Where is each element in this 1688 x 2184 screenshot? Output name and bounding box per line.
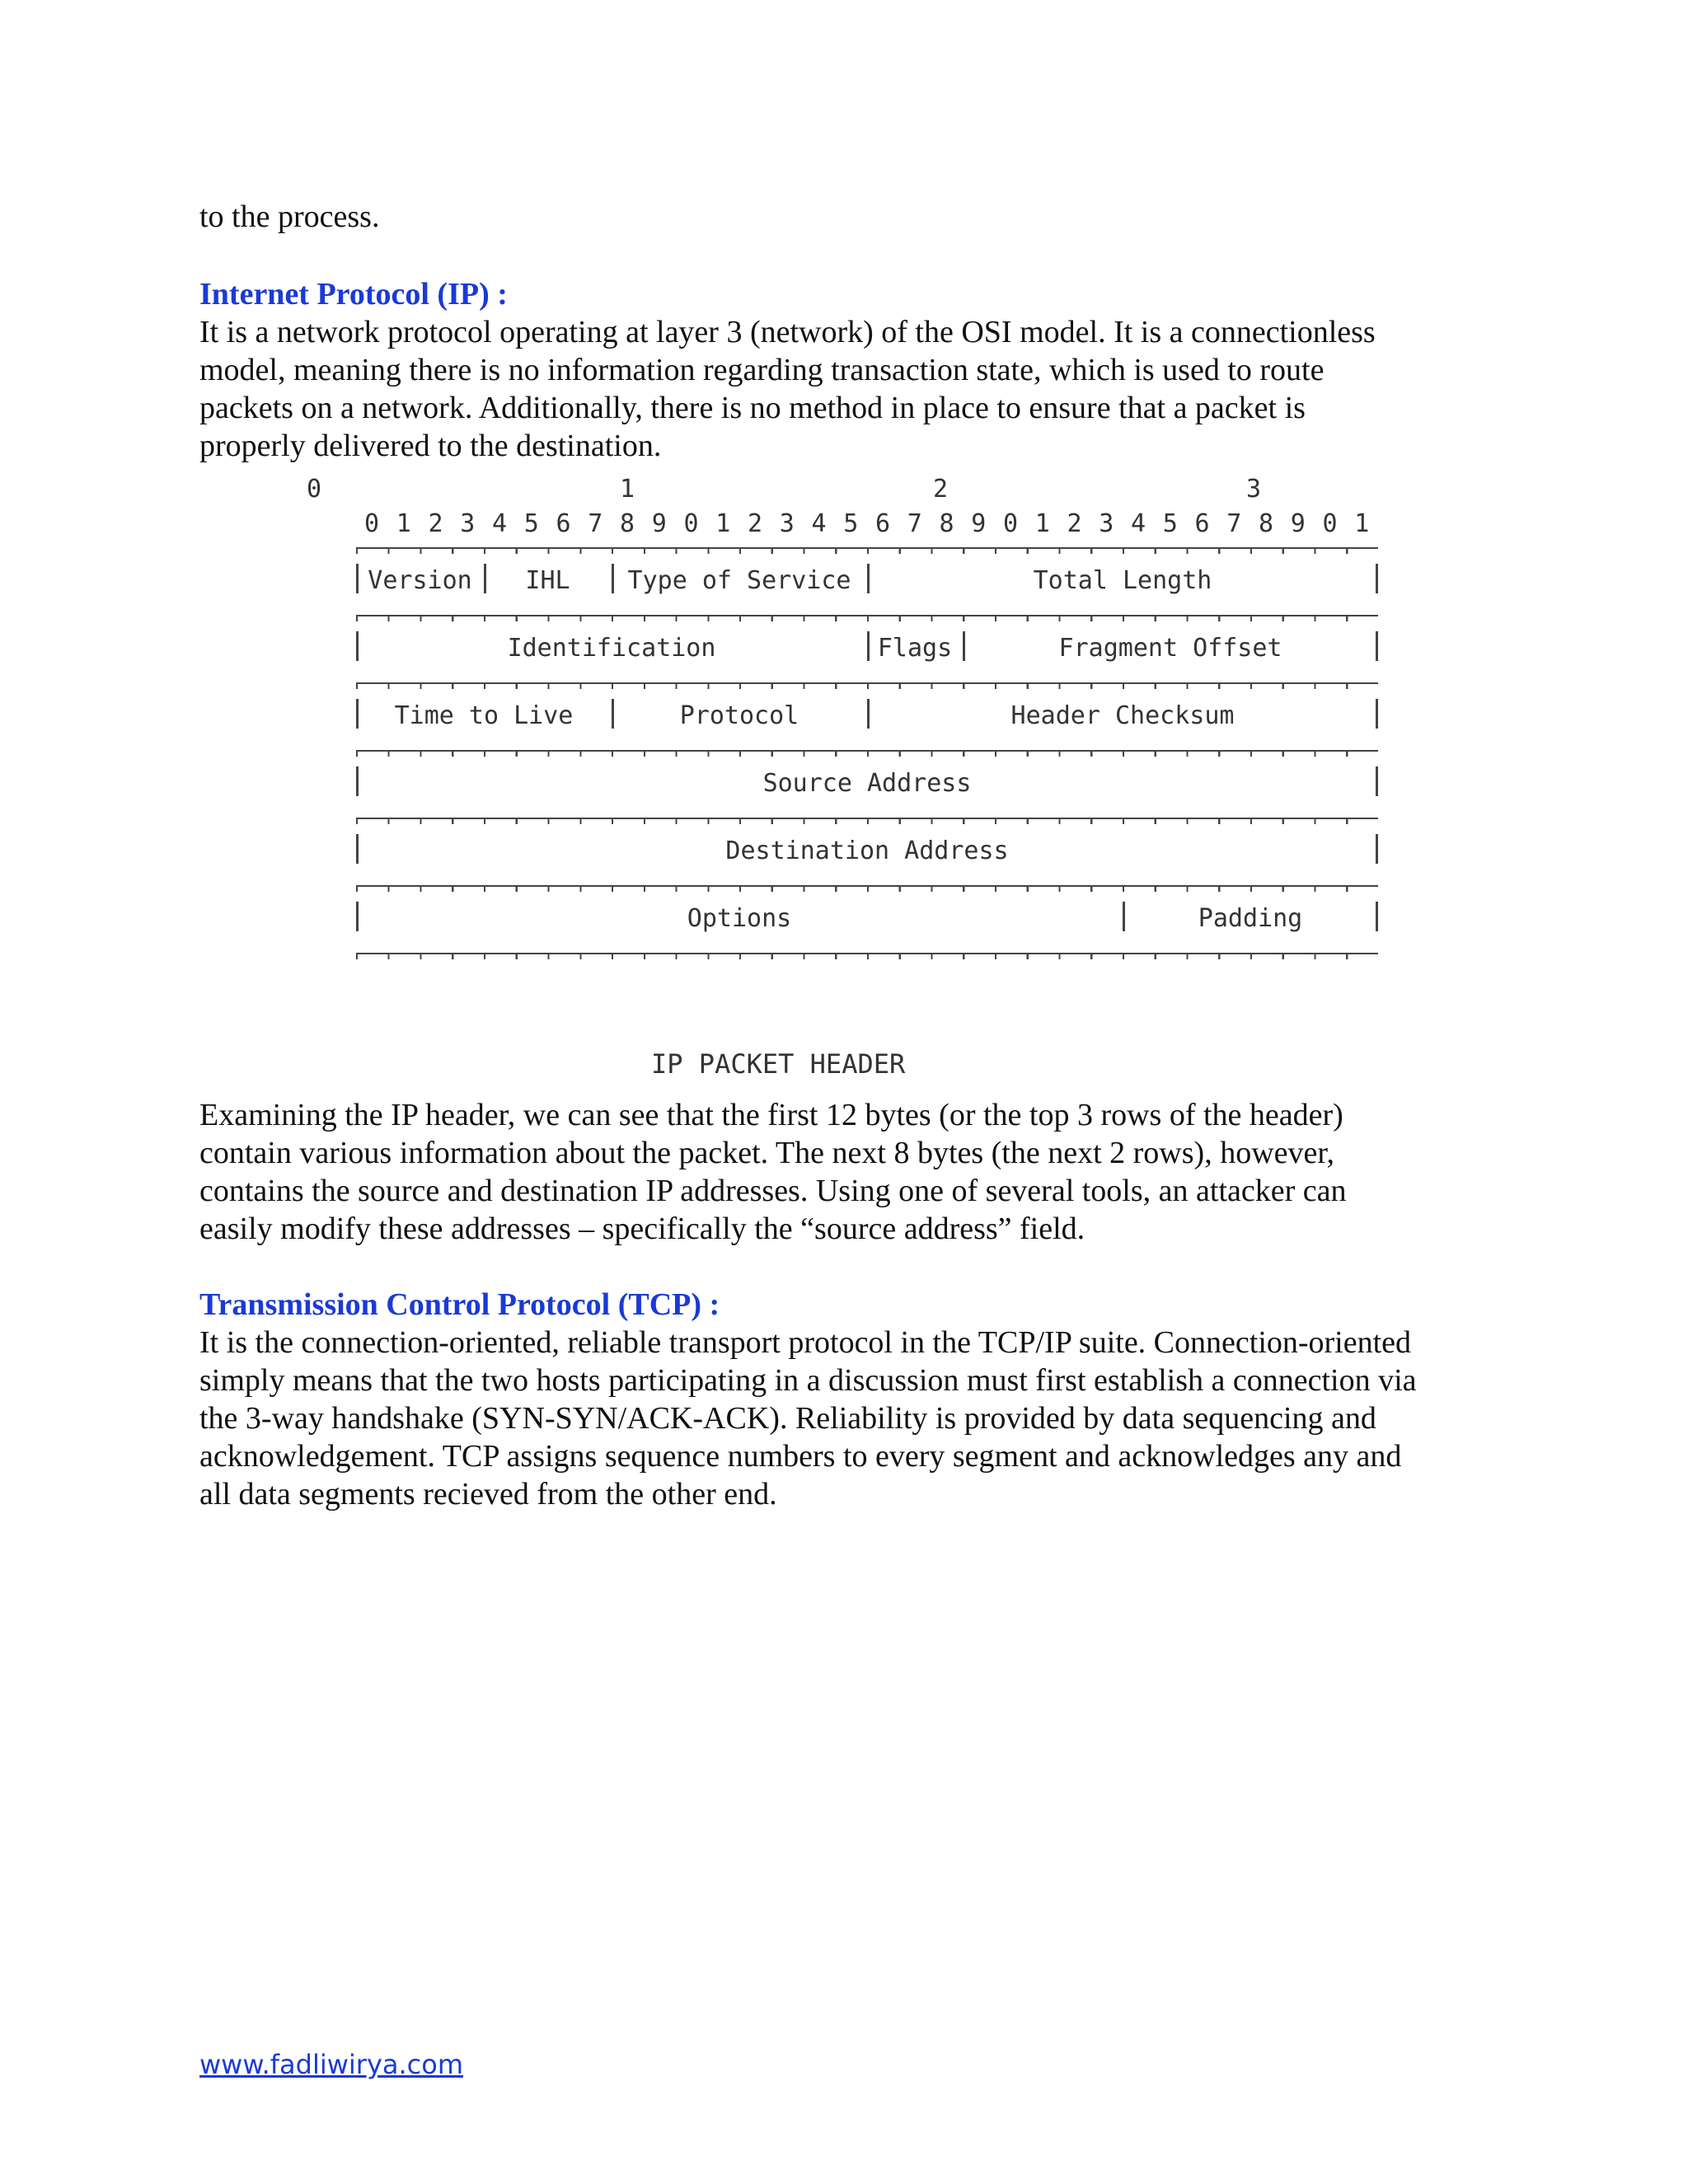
row-divider (356, 953, 1378, 959)
field-source-address: Source Address (762, 768, 972, 798)
paragraph-line: acknowledgement. TCP assigns sequence numbers to every segment and acknowledges any and (199, 1439, 1402, 1474)
bit-ones-label: 1 (1034, 509, 1050, 538)
field-padding: Padding (1198, 903, 1303, 933)
bit-tens-label: 3 (1245, 475, 1262, 504)
field-header-checksum: Header Checksum (1010, 701, 1235, 730)
header-row-1 (356, 552, 1378, 608)
bit-ones-label: 8 (939, 509, 954, 538)
field-type-of-service: Type of Service (627, 565, 851, 595)
paragraph-line: model, meaning there is no information regarding transaction state, which is used to route (199, 353, 1325, 387)
intro-line: to the process. (199, 199, 380, 234)
ip-section-paragraph (199, 313, 1518, 465)
header-row-5 (356, 823, 1378, 879)
tcp-section-heading: Transmission Control Protocol (TCP) : (199, 1287, 720, 1322)
bit-ones-label: 5 (843, 509, 859, 538)
field-separator (1376, 564, 1378, 593)
field-separator (1376, 699, 1378, 729)
bit-ones-label: 6 (556, 509, 571, 538)
bit-ones-label: 2 (1067, 509, 1082, 538)
bit-ones-label: 0 (363, 509, 380, 538)
bit-ones-label: 3 (779, 509, 795, 538)
paragraph-line: properly delivered to the destination. (199, 429, 662, 463)
ip-header-diagram (298, 471, 1378, 1081)
bit-ones-label: 4 (811, 509, 827, 538)
field-total-length: Total Length (1033, 565, 1212, 595)
field-ihl: IHL (525, 565, 570, 595)
bit-ones-label: 9 (651, 509, 667, 538)
bit-ones-label: 0 (683, 509, 699, 538)
figure-caption: IP PACKET HEADER (651, 1048, 906, 1080)
bit-ones-label: 4 (1130, 509, 1146, 538)
field-protocol: Protocol (679, 701, 799, 730)
paragraph-line: packets on a network. Additionally, there is no method in place to ensure that a packet is (199, 391, 1306, 425)
bit-ones-label: 1 (715, 509, 731, 538)
bit-ones-label: 6 (1194, 509, 1210, 538)
bit-ones-label: 4 (491, 509, 508, 538)
field-separator (1376, 631, 1378, 661)
bit-ones-label: 3 (460, 509, 476, 538)
paragraph-line: contains the source and destination IP addresses. Using one of several tools, an attacker can (199, 1174, 1347, 1208)
field-options: Options (687, 903, 792, 933)
bit-ones-label: 3 (1099, 509, 1114, 538)
bit-ones-label: 2 (747, 509, 763, 538)
bit-ones-label: 5 (523, 509, 539, 538)
bit-ones-label: 9 (971, 509, 987, 538)
paragraph-line: easily modify these addresses – specifically the “source address” field. (199, 1212, 1085, 1246)
field-flags: Flags (877, 633, 953, 663)
bit-ones-label: 9 (1290, 509, 1306, 538)
field-time-to-live: Time to Live (394, 701, 574, 730)
paragraph-line: Examining the IP header, we can see that the first 12 bytes (or the top 3 rows of the header) (199, 1098, 1343, 1132)
bit-ones-label: 7 (907, 509, 922, 538)
bit-tens-label: 1 (619, 475, 635, 504)
ip-section-heading: Internet Protocol (IP) : (199, 277, 508, 312)
field-separator (1376, 766, 1378, 796)
bit-ones-label: 6 (874, 509, 891, 538)
paragraph-line: It is the connection-oriented, reliable transport protocol in the TCP/IP suite. Connection-oriented (199, 1325, 1412, 1360)
field-version: Version (368, 565, 472, 595)
paragraph-line: the 3-way handshake (SYN-SYN/ACK-ACK). Reliability is provided by data sequencing and (199, 1401, 1376, 1436)
field-separator (1376, 902, 1378, 931)
field-identification: Identification (507, 633, 716, 663)
bit-tens-label: 2 (932, 475, 949, 504)
field-destination-address: Destination Address (725, 836, 1009, 865)
field-separator (1376, 834, 1378, 864)
bit-ones-label: 8 (619, 509, 635, 538)
bit-ones-label: 7 (588, 509, 603, 538)
intro-paragraph (199, 198, 1518, 236)
paragraph-line: It is a network protocol operating at layer 3 (network) of the OSI model. It is a connectionless (199, 315, 1376, 349)
paragraph-line: all data segments recieved from the other end. (199, 1477, 777, 1511)
field-fragment-offset: Fragment Offset (1058, 633, 1282, 663)
header-row-4 (356, 755, 1378, 811)
bit-ones-label: 0 (1322, 509, 1338, 538)
bit-ones-label: 0 (1002, 509, 1019, 538)
bit-ones-label: 1 (1354, 509, 1370, 538)
bit-tens-label: 0 (306, 475, 322, 504)
paragraph-line: simply means that the two hosts participating in a discussion must first establish a connection via (199, 1363, 1417, 1398)
bit-ones-label: 5 (1162, 509, 1178, 538)
bit-ones-label: 7 (1226, 509, 1242, 538)
bit-ones-label: 1 (396, 509, 411, 538)
header-row-6 (356, 890, 1378, 946)
header-row-3 (356, 687, 1378, 743)
paragraph-line: contain various information about the packet. The next 8 bytes (the next 2 rows), however, (199, 1136, 1334, 1170)
bit-ones-label: 8 (1258, 509, 1274, 538)
bit-ones-label: 2 (428, 509, 443, 538)
tcp-section-paragraph (199, 1324, 1518, 1513)
header-row-2 (356, 620, 1378, 676)
footer-website-link[interactable]: www.fadliwirya.com (199, 2049, 463, 2080)
ip-followup-paragraph (199, 1096, 1518, 1248)
